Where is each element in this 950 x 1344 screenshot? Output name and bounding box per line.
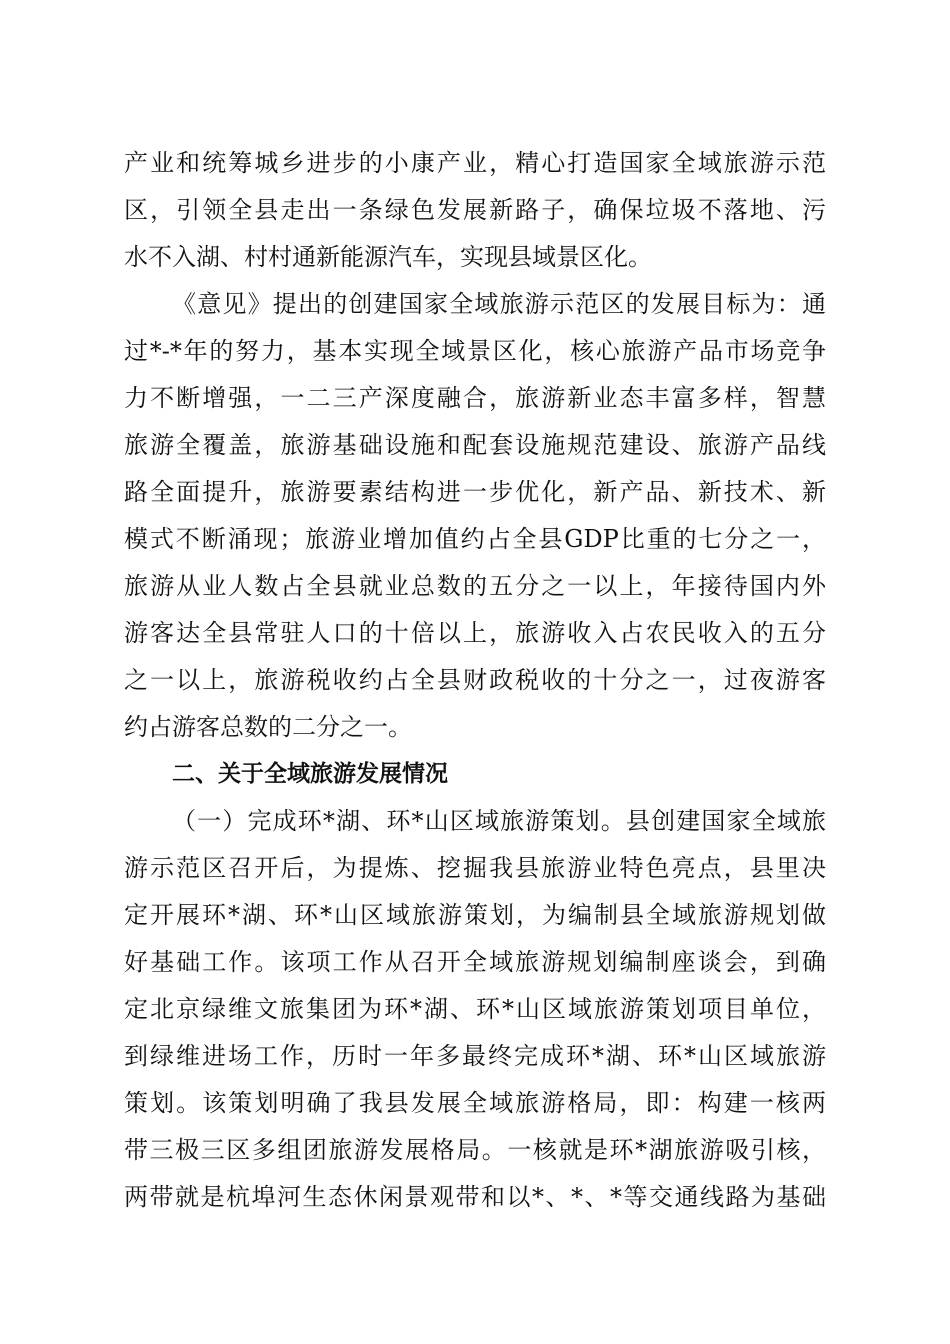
paragraph-line: 游示范区召开后，为提炼、挖掘我县旅游业特色亮点，县里决	[124, 854, 826, 882]
paragraph-line: 水不入湖、村村通新能源汽车，实现县域景区化。	[124, 243, 652, 271]
paragraph-line: 力不断增强，一二三产深度融合，旅游新业态丰富多样，智慧	[124, 384, 826, 412]
paragraph-line: 旅游从业人数占全县就业总数的五分之一以上，年接待国内外	[124, 572, 826, 600]
paragraph-line: 好基础工作。该项工作从召开全域旅游规划编制座谈会，到确	[124, 948, 826, 976]
paragraph-line: 路全面提升，旅游要素结构进一步优化，新产品、新技术、新	[124, 478, 826, 506]
paragraph-line: 定开展环*湖、环*山区域旅游策划，为编制县全域旅游规划做	[124, 901, 826, 929]
paragraph-line: 旅游全覆盖，旅游基础设施和配套设施规范建设、旅游产品线	[124, 431, 826, 459]
paragraph-line: 带三极三区多组团旅游发展格局。一核就是环*湖旅游吸引核，	[124, 1136, 826, 1164]
paragraph-line: 《意见》提出的创建国家全域旅游示范区的发展目标为：通	[172, 290, 826, 318]
paragraph-line: 模式不断涌现；旅游业增加值约占全县GDP比重的七分之一，	[124, 525, 826, 553]
paragraph-line: 产业和统筹城乡进步的小康产业，精心打造国家全域旅游示范	[124, 149, 826, 177]
paragraph-line: 之一以上，旅游税收约占全县财政税收的十分之一，过夜游客	[124, 666, 826, 694]
paragraph-line: 两带就是杭埠河生态休闲景观带和以*、*、*等交通线路为基础	[124, 1183, 826, 1211]
paragraph-line: 定北京绿维文旅集团为环*湖、环*山区域旅游策划项目单位，	[124, 995, 826, 1023]
paragraph-line: 游客达全县常驻人口的十倍以上，旅游收入占农民收入的五分	[124, 619, 826, 647]
section-heading: 二、关于全域旅游发展情况	[172, 761, 448, 787]
paragraph-line: 区，引领全县走出一条绿色发展新路子，确保垃圾不落地、污	[124, 196, 826, 224]
paragraph-line: 策划。该策划明确了我县发展全域旅游格局，即：构建一核两	[124, 1089, 826, 1117]
paragraph-line: 到绿维进场工作，历时一年多最终完成环*湖、环*山区域旅游	[124, 1042, 826, 1070]
paragraph-line: 过*-*年的努力，基本实现全域景区化，核心旅游产品市场竞争	[124, 337, 826, 365]
paragraph-line: （一）完成环*湖、环*山区域旅游策划。县创建国家全域旅	[172, 807, 826, 835]
paragraph-line: 约占游客总数的二分之一。	[124, 713, 412, 741]
